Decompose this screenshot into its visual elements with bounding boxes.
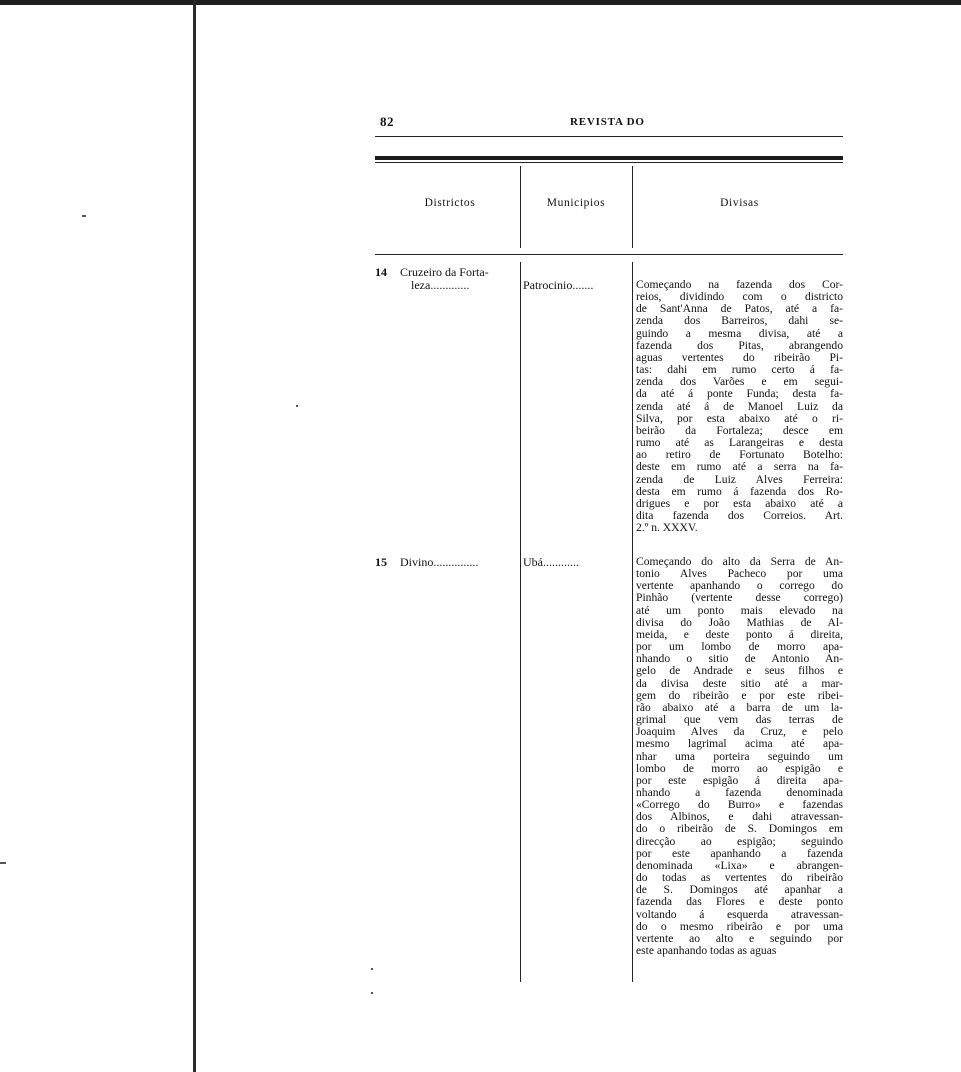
running-head: REVISTA DO (570, 116, 645, 128)
column-header-boundaries: Divisas (720, 197, 759, 209)
boundary-text-line: dos Albinos, e dahi atravessan- (636, 811, 843, 824)
boundary-text-line: denominada «Lixa» e abrangen- (636, 859, 843, 872)
column-divider (520, 262, 521, 982)
boundary-text-line: da até á ponte Funda; desta fa- (636, 388, 843, 401)
boundary-text-line: «Corrego do Burro» e fazendas (636, 799, 843, 812)
municipality-name: Ubá............ (523, 555, 579, 569)
boundary-text-line: fazenda dos Pitas, abrangendo (636, 339, 843, 352)
boundary-text-line: gem do ribeirão e por este ribei- (636, 689, 843, 702)
boundary-text-line: Joaquim Alves da Cruz, e pelo (636, 726, 843, 739)
boundary-text-line: lombo de morro ao espigão e (636, 762, 843, 775)
boundary-text-line: 2.º n. XXXV. (636, 522, 698, 535)
boundary-text-line: até um ponto mais elevado na (636, 604, 843, 617)
boundary-text-line: nhando o sitio de Antonio An- (636, 653, 843, 666)
scan-speck (82, 215, 86, 217)
boundary-text-line: deste em rumo até a serra na fa- (636, 461, 843, 474)
boundary-text-line: por este apanhando a fazenda (636, 847, 843, 860)
boundary-text-line: nhar uma porteira seguindo um (636, 750, 843, 763)
boundary-text-line: gelo de Andrade e seus filhos e (636, 665, 843, 678)
table-top-rule-thin (375, 162, 843, 163)
scan-speck (371, 968, 373, 970)
boundary-text-line: vertente apanhando o corrego do (636, 580, 843, 593)
page-number: 82 (380, 114, 394, 129)
boundary-text-line: zenda de Luiz Alves Ferreira: (636, 473, 843, 486)
boundary-text-line: meida, e deste ponto á direita, (636, 628, 843, 641)
boundary-text-line: por este espigão á direita apa- (636, 774, 843, 787)
boundary-text-line: rão abaixo até a barra de um la- (636, 701, 843, 714)
boundary-text-line: Começando na fazenda dos Cor- (636, 279, 843, 291)
boundary-text-line: desta em rumo á fazenda dos Ro- (636, 485, 843, 498)
boundary-text-line: Silva, por esta abaixo até o ri- (636, 412, 843, 425)
boundary-text-line: vertente ao alto e seguindo por (636, 932, 843, 945)
boundary-text-line: aguas vertentes do ribeirão Pi- (636, 351, 843, 364)
boundary-text-line: voltando á esquerda atravessan- (636, 908, 843, 921)
boundary-text-line: zenda até á de Manoel Luiz da (636, 400, 843, 413)
table-top-rule (375, 156, 843, 160)
boundary-text-line: este apanhando todas as aguas (636, 945, 777, 957)
boundary-text-line: mesmo lagrimal acima até apa- (636, 738, 843, 751)
boundary-text-line: Pinhão (vertente desse corrego) (636, 592, 843, 605)
scan-speck (0, 862, 6, 864)
district-name: Divino............... (400, 555, 479, 569)
boundary-text-line: fazenda das Flores e deste ponto (636, 896, 843, 909)
boundary-text-line: tas: dahi em rumo certo á fa- (636, 364, 843, 377)
boundary-text-line: Começando do alto da Serra de An- (636, 556, 843, 568)
entry-number: 14 (375, 265, 387, 279)
column-header-districts: Districtos (424, 197, 476, 209)
book-gutter-line (193, 0, 196, 1072)
boundary-text-line: reios, dividindo com o districto (636, 291, 843, 304)
boundary-text-line: de Sant'Anna de Patos, até a fa- (636, 303, 843, 316)
boundary-text-line: divisa do João Mathias de Al- (636, 616, 843, 629)
boundary-text-line: dita fazenda dos Correios. Art. (636, 509, 843, 522)
header-rule (375, 136, 843, 137)
boundary-text-line: guindo a mesma divisa, até a (636, 327, 843, 340)
scan-speck (371, 992, 373, 994)
boundary-text-line: da divisa deste sitio até a mar- (636, 677, 843, 690)
column-divider (632, 166, 633, 248)
boundary-text-line: zenda dos Barreiros, dahi se- (636, 315, 843, 328)
boundary-text-line: grimal que vem das terras de (636, 714, 843, 727)
boundary-description (636, 556, 843, 957)
district-name: Cruzeiro da Forta- (400, 265, 489, 279)
column-divider (632, 262, 633, 982)
column-header-municipalities: Municipios (546, 197, 606, 209)
boundary-text-line: do todas as vertentes do ribeirão (636, 872, 843, 885)
boundary-text-line: rumo até as Larangeiras e desta (636, 437, 843, 450)
scan-top-edge (0, 0, 961, 5)
boundary-text-line: beirão da Fortaleza; desce em (636, 424, 843, 437)
boundary-text-line: do o ribeirão de S. Domingos em (636, 823, 843, 836)
boundary-description (636, 279, 843, 534)
table-header-rule (375, 254, 843, 255)
boundary-text-line: direcção ao espigão; seguindo (636, 835, 843, 848)
boundary-text-line: do o mesmo ribeirão e por uma (636, 920, 843, 933)
boundary-text-line: por um lombo de morro apa- (636, 641, 843, 654)
boundary-text-line: tonio Alves Pacheco por uma (636, 568, 843, 581)
scan-speck (296, 405, 298, 407)
entry-number: 15 (375, 555, 387, 569)
boundary-text-line: nhando a fazenda denominada (636, 786, 843, 799)
boundary-text-line: zenda dos Varões e em segui- (636, 376, 843, 389)
column-divider (520, 166, 521, 248)
district-name-continued: leza............. (411, 278, 470, 292)
municipality-name: Patrocinio....... (523, 278, 594, 292)
boundary-text-line: drigues e por esta abaixo até a (636, 497, 843, 510)
boundary-text-line: ao retiro de Fortunato Botelho: (636, 449, 843, 462)
boundary-text-line: de S. Domingos até apanhar a (636, 884, 843, 897)
